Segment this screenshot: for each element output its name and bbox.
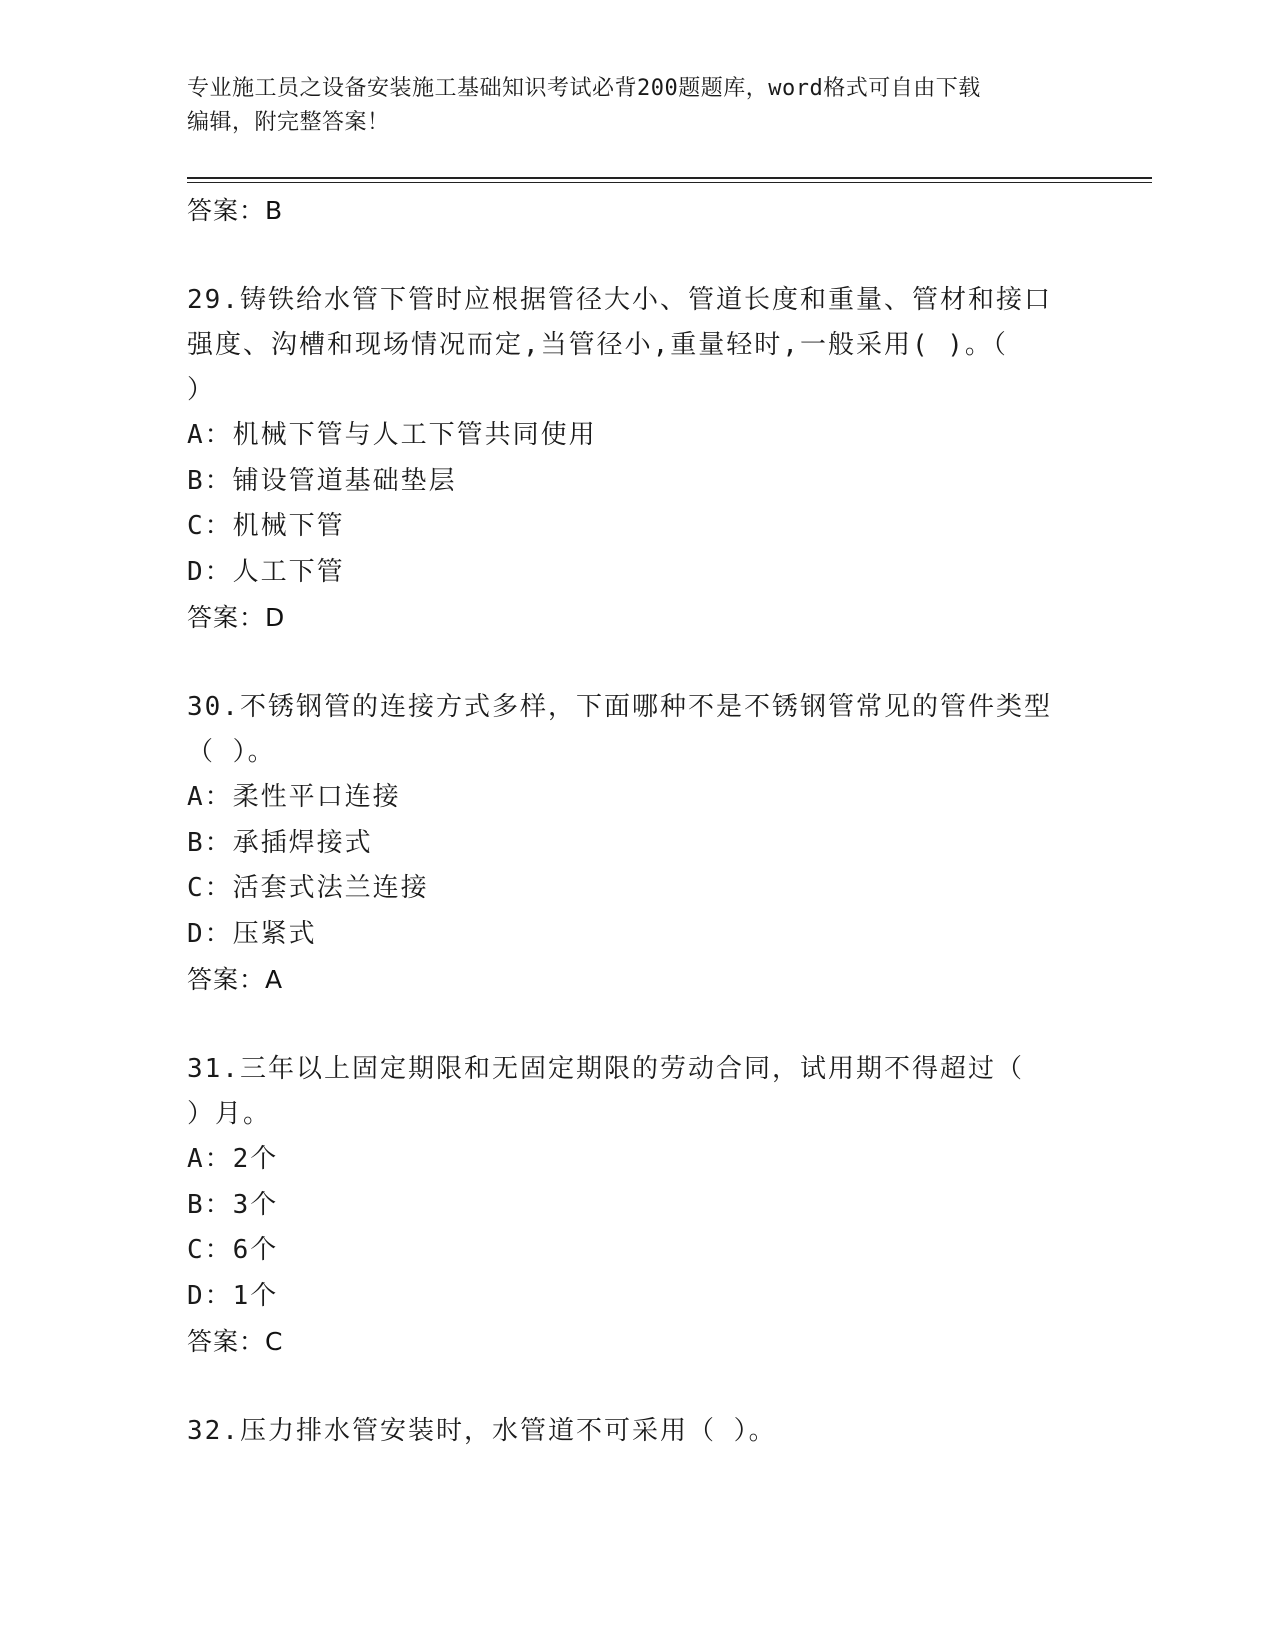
option-b: B：铺设管道基础垫层 <box>187 465 457 496</box>
question-block-30 <box>187 685 1087 1003</box>
spacer <box>187 641 1087 685</box>
header-divider-thick <box>187 177 1152 179</box>
answer-line: 答案：B <box>187 196 284 225</box>
answer-line: 答案：A <box>187 965 284 994</box>
spacer <box>187 234 1087 278</box>
header-divider-thin <box>187 182 1152 183</box>
option-c: C：活套式法兰连接 <box>187 873 429 903</box>
question-list <box>187 188 1087 1454</box>
page-header <box>187 72 1087 140</box>
question-block-32 <box>187 1409 1087 1454</box>
header-line-1: 专业施工员之设备安装施工基础知识考试必背200题题库，word格式可自由下载 <box>187 76 981 101</box>
option-d: D：人工下管 <box>187 556 345 587</box>
question-text-line: 强度、沟槽和现场情况而定,当管径小,重量轻时,一般采用( )。（ <box>187 330 1008 360</box>
question-block-31 <box>187 1047 1087 1365</box>
option-b: B：承插焊接式 <box>187 827 373 858</box>
option-a: A：柔性平口连接 <box>187 782 401 812</box>
question-text-line: 32.压力排水管安装时，水管道不可采用（ ）。 <box>187 1416 777 1446</box>
header-line-2: 编辑，附完整答案！ <box>187 110 390 135</box>
question-text-line: ） <box>187 375 216 405</box>
option-a: A：机械下管与人工下管共同使用 <box>187 420 597 450</box>
spacer <box>187 1003 1087 1047</box>
option-c: C：机械下管 <box>187 511 345 541</box>
option-b: B：3个 <box>187 1189 279 1220</box>
answer-line: 答案：C <box>187 1327 284 1356</box>
question-text-line: （ ）。 <box>187 737 276 767</box>
question-text-line: 29.铸铁给水管下管时应根据管径大小、管道长度和重量、管材和接口 <box>187 285 1052 315</box>
option-c: C：6个 <box>187 1235 279 1265</box>
question-text-line: ）月。 <box>187 1099 272 1129</box>
question-block-29 <box>187 278 1087 641</box>
spacer <box>187 1365 1087 1409</box>
question-text-line: 31.三年以上固定期限和无固定期限的劳动合同，试用期不得超过（ <box>187 1054 1024 1084</box>
option-d: D：1个 <box>187 1280 279 1311</box>
question-text-line: 30.不锈钢管的连接方式多样，下面哪种不是不锈钢管常见的管件类型 <box>187 692 1052 722</box>
answer-line: 答案：D <box>187 603 286 632</box>
option-d: D：压紧式 <box>187 918 317 949</box>
option-a: A：2个 <box>187 1144 279 1174</box>
